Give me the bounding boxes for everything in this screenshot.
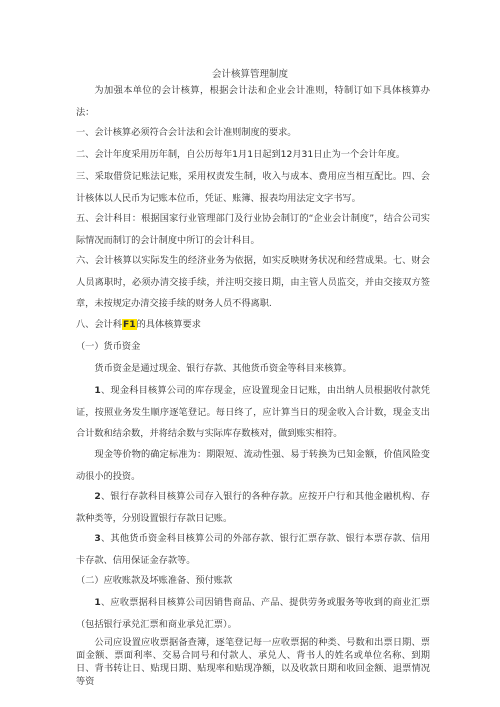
item-2: 二、会计年度采用历年制，自公历每年1月1日起到12月31日止为一个会计年度。 — [76, 149, 406, 160]
notes-receivable-number: 1 — [94, 597, 101, 608]
cash-text: 、现金科目核算公司的库存现金，应设置现金日记账，由出纳人员根据收付款凭证，按照业务发生顺序逐笔登记。每日终了，应计算当日的现金收入合计数，现金支出合计数和结余数，并将结余数与实际库存数核对，做到账实相符。 — [76, 385, 430, 439]
section-2-heading: （二）应收账款及坏账准备、预付账款 — [76, 575, 233, 586]
bank-number: 2 — [94, 491, 101, 502]
item-8-prefix: 八、会计科 — [76, 319, 122, 330]
other-funds-text: 、其他货币资金科目核算公司的外部存款、银行汇票存款、银行本票存款、信用卡存款、信用保证金存款等。 — [76, 533, 430, 566]
item-5: 五、会计科目：根据国家行业管理部门及行业协会制订的“企业会计制度”，结合公司实际情况而制订的会计制度中所订的会计科目。 — [76, 213, 430, 246]
bank-text: 、银行存款科目核算公司存入银行的各种存款。应按开户行和其他金融机构、存款种类等，分别设置银行存款日记账。 — [76, 491, 430, 524]
ledger-paragraph: 公司应设置应收票据备查簿，逐笔登记每一应收票据的种类、号数和出票日期、票面金额、票面利率、交易合同号和付款人、承兑人、背书人的姓名或单位名称、到期日、背书转让日、贴现日期、贴现率和贴现净额，以及收款日期和收回金额、退票情况等资 — [76, 637, 430, 687]
section-1-intro: 货币资金是通过现金、银行存款、其他货币资金等科目来核算。 — [94, 363, 352, 374]
bank-paragraph — [76, 486, 430, 529]
section-1-heading: （一）货币资金 — [76, 341, 141, 352]
cash-equivalent-paragraph: 现金等价物的确定标准为：期限短、流动性强、易于转换为已知金额，价值风险变动很小的投资。 — [76, 449, 430, 482]
item-8 — [76, 314, 430, 336]
item-8-suffix: 的具体核算要求 — [136, 319, 201, 330]
cash-number: 1 — [94, 385, 101, 396]
cash-paragraph — [76, 380, 430, 445]
notes-receivable-text: 、应收票据科目核算公司因销售商品、产品、提供劳务或服务等收到的商业汇票（包括银行承兑汇票和商业承兑汇票）。 — [76, 597, 430, 630]
item-8-highlight: F1 — [122, 319, 136, 330]
notes-receivable-paragraph — [76, 592, 430, 635]
item-1: 一、会计核算必须符合会计法和会计准则制度的要求。 — [76, 127, 297, 138]
document-title: 会计核算管理制度 — [211, 69, 288, 80]
other-funds-number: 3 — [94, 533, 101, 544]
item-6-7: 六、会计核算以实际发生的经济业务为依据，如实反映财务状况和经营成果。七、财会人员离职时，必须办清交接手续，并注明交接日期，由主管人员监交，并由交接双方签章，未按规定办清交接手续的财务人员不得离职. — [76, 255, 430, 309]
item-3-4: 三、采取借贷记账法记账，采用权责发生制，收入与成本、费用应当相互配比。四、会计核体以人民币为记账本位币，凭证、账簿、报表均用法定文字书写。 — [76, 171, 430, 204]
other-funds-paragraph — [76, 528, 430, 571]
intro-paragraph: 为加强本单位的会计核算，根据会计法和企业会计准则，特制订如下具体核算办法： — [76, 85, 430, 118]
